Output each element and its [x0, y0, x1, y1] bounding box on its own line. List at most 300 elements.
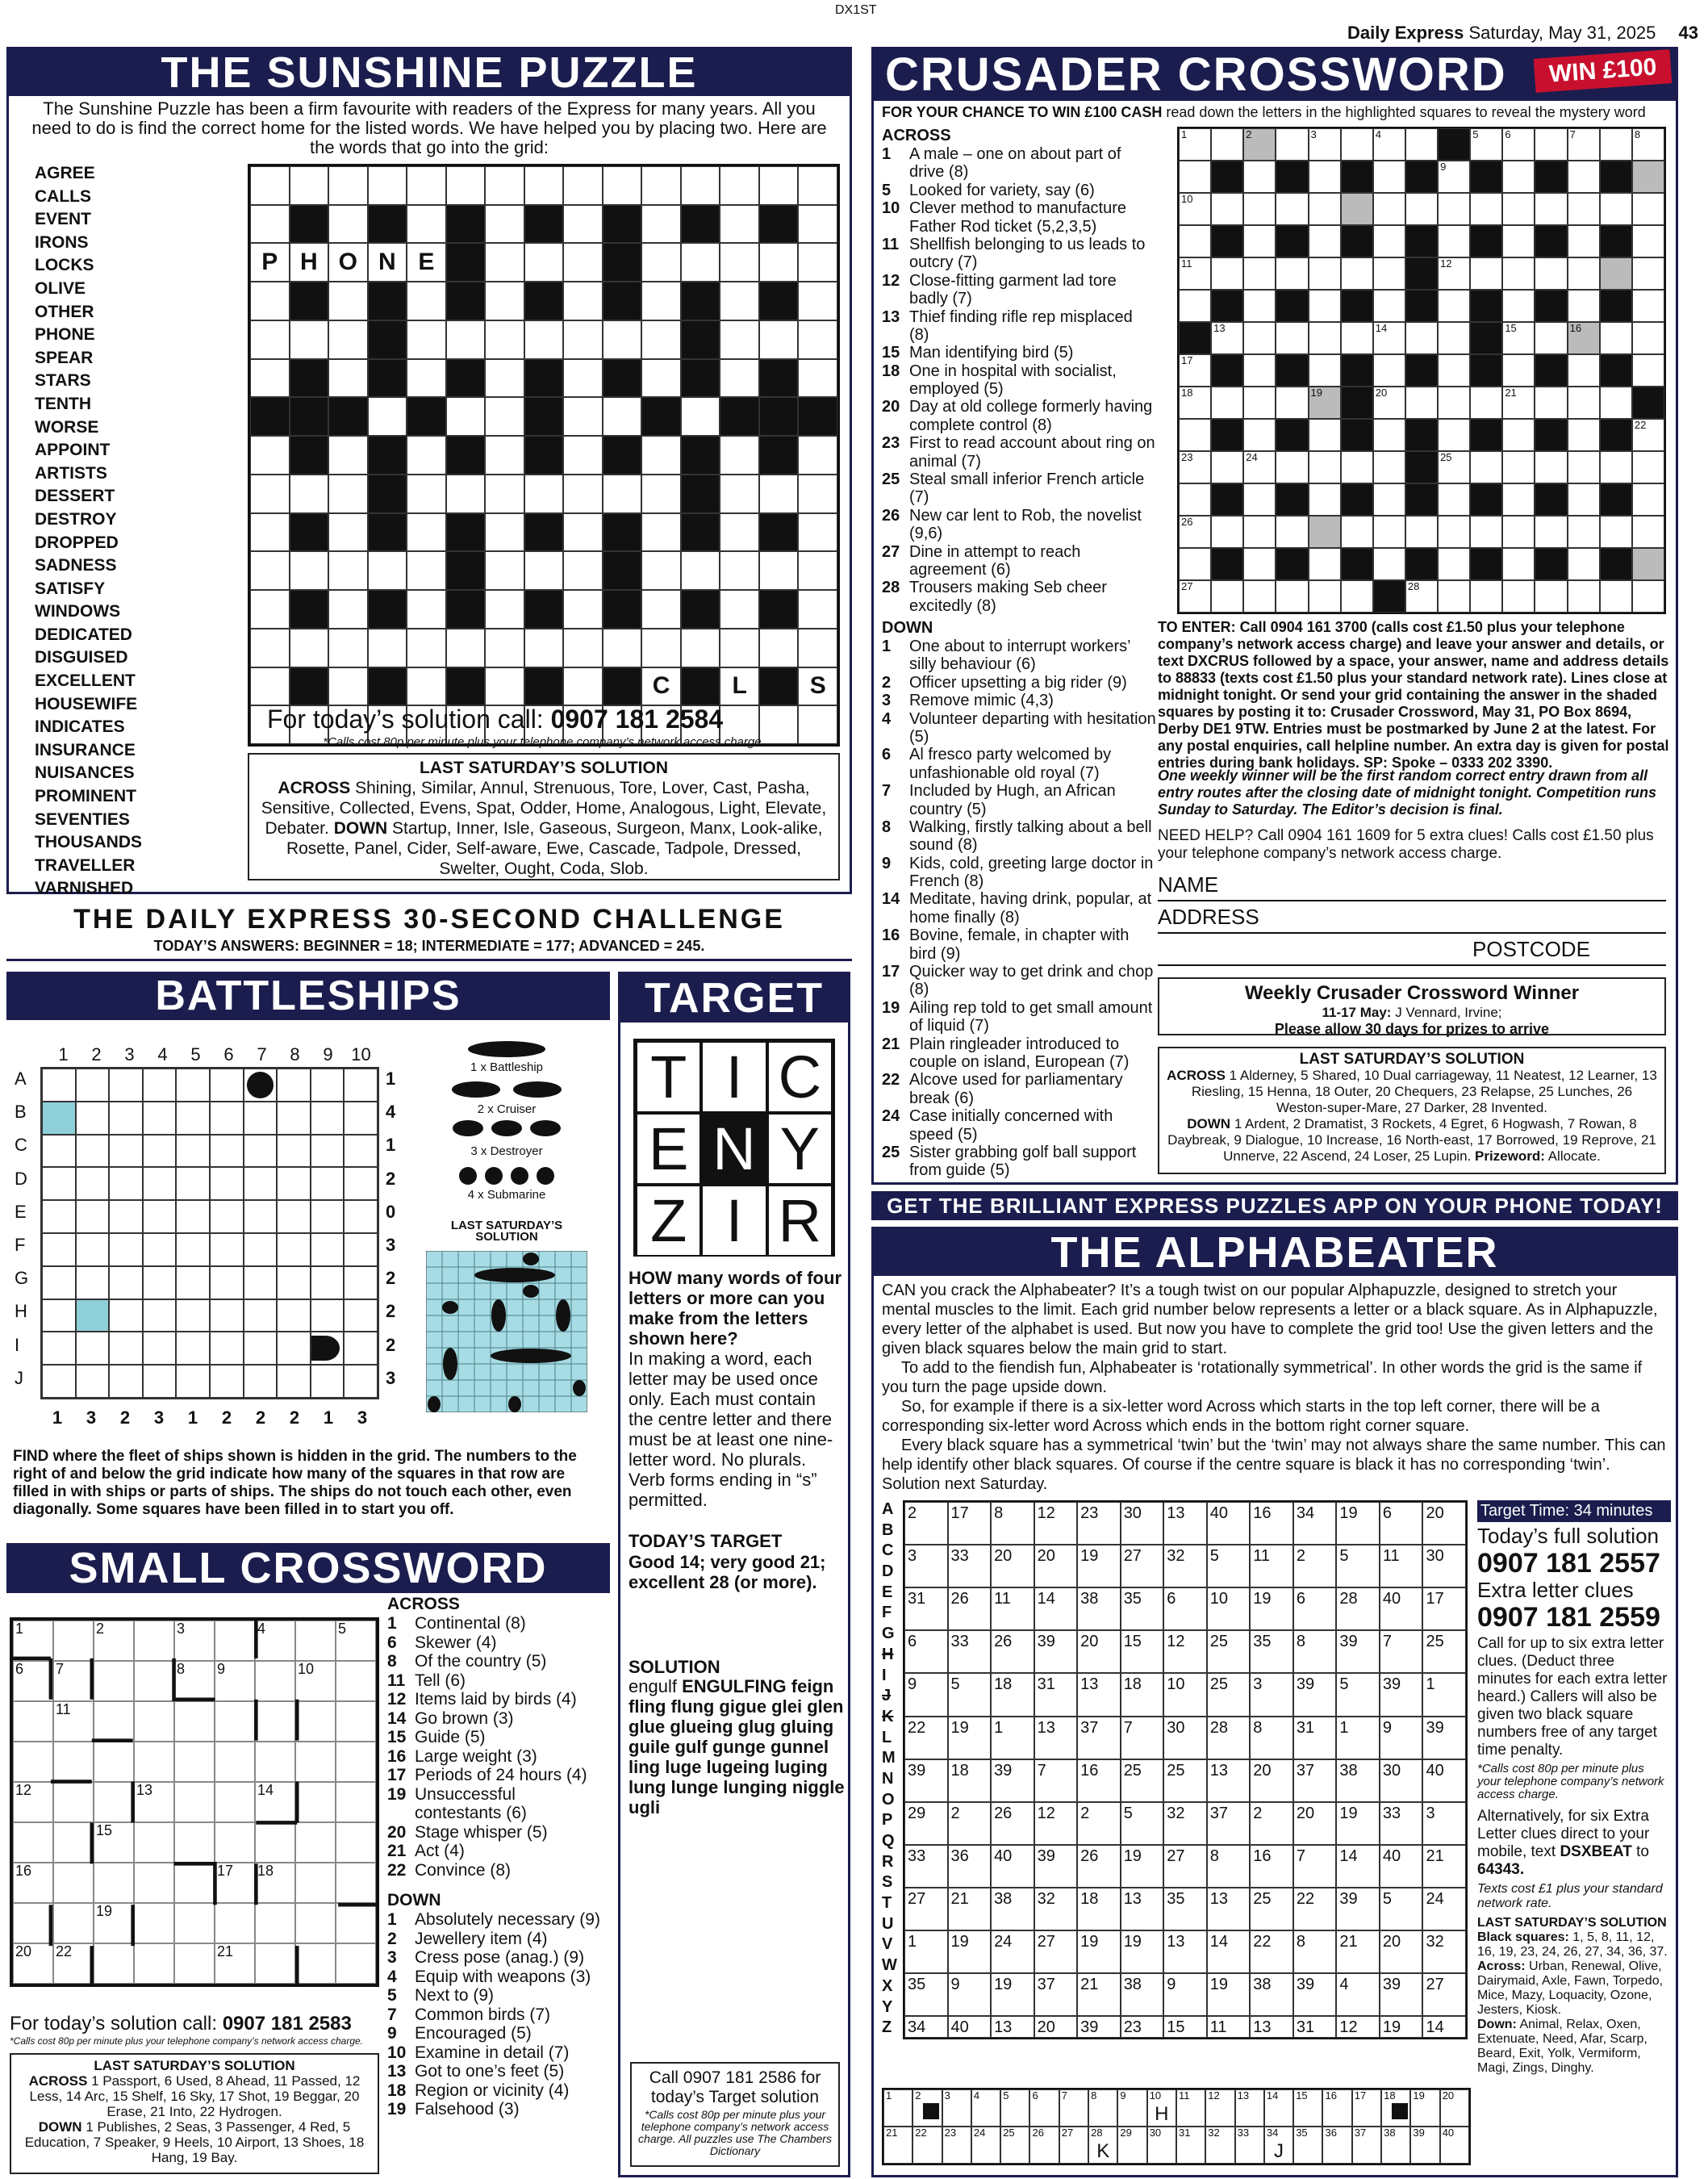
grid-cell[interactable]	[641, 166, 681, 205]
highlighted-square[interactable]	[1632, 161, 1664, 193]
key-cell[interactable]	[1029, 2127, 1059, 2164]
battleship-cell[interactable]	[76, 1266, 110, 1299]
alphabeater-cell[interactable]	[1380, 1673, 1423, 1716]
crossword-cell[interactable]	[1632, 354, 1664, 387]
battleship-cell[interactable]	[210, 1332, 244, 1365]
alphabeater-cell[interactable]	[1207, 1802, 1251, 1845]
grid-cell[interactable]	[603, 629, 642, 667]
crossword-cell[interactable]	[1405, 128, 1438, 161]
alphabeater-cell[interactable]	[948, 1973, 992, 2016]
crossword-cell[interactable]	[1502, 419, 1535, 451]
crossword-cell[interactable]	[1470, 451, 1502, 483]
alphabeater-cell[interactable]	[1207, 1973, 1251, 2016]
battleship-cell[interactable]	[143, 1233, 177, 1266]
alphabeater-cell[interactable]	[1163, 2016, 1207, 2038]
key-cell[interactable]	[1029, 2089, 1059, 2127]
battleship-cell[interactable]	[344, 1332, 378, 1365]
grid-cell[interactable]	[641, 551, 681, 590]
key-cell[interactable]	[1059, 2089, 1088, 2127]
crossword-cell[interactable]	[1373, 354, 1405, 387]
grid-cell[interactable]	[407, 513, 446, 552]
alphabeater-cell[interactable]	[1293, 1759, 1337, 1802]
grid-cell[interactable]	[368, 397, 407, 436]
battleship-cell[interactable]	[109, 1167, 143, 1200]
crossword-cell[interactable]	[1535, 128, 1567, 161]
alphabeater-cell[interactable]	[1077, 2016, 1121, 2038]
battleship-cell[interactable]	[143, 1102, 177, 1135]
alphabeater-cell[interactable]	[1163, 1930, 1207, 1973]
alphabeater-cell[interactable]	[1034, 1930, 1078, 1973]
battleship-cell[interactable]	[42, 1167, 76, 1200]
crossword-cell[interactable]	[1470, 193, 1502, 225]
alphabeater-cell[interactable]	[1121, 1759, 1164, 1802]
crossword-cell[interactable]	[1243, 257, 1276, 290]
crossword-cell[interactable]	[1341, 322, 1373, 354]
key-cell[interactable]	[1410, 2089, 1439, 2127]
crossword-cell[interactable]	[1211, 128, 1243, 161]
battleship-cell[interactable]	[311, 1102, 345, 1135]
alphabet-letter[interactable]: E	[882, 1583, 893, 1601]
grid-cell[interactable]	[328, 629, 368, 667]
grid-cell[interactable]	[759, 166, 799, 205]
alphabeater-cell[interactable]	[948, 1673, 992, 1716]
alphabeater-cell[interactable]	[1250, 1973, 1293, 2016]
alphabeater-cell[interactable]	[1121, 1888, 1164, 1930]
alphabeater-cell[interactable]	[1380, 1630, 1423, 1673]
alphabeater-cell[interactable]	[904, 2016, 948, 2038]
alphabeater-cell[interactable]	[991, 2016, 1034, 2038]
grid-cell[interactable]	[798, 320, 837, 359]
crossword-cell[interactable]	[1632, 451, 1664, 483]
crossword-cell[interactable]	[1600, 387, 1632, 419]
grid-cell[interactable]	[407, 166, 446, 205]
grid-cell[interactable]	[563, 551, 603, 590]
crossword-cell[interactable]	[1243, 419, 1276, 451]
alphabet-letter[interactable]: J	[882, 1687, 892, 1705]
alphabeater-cell[interactable]	[1250, 1930, 1293, 1973]
battleship-cell[interactable]	[176, 1102, 210, 1135]
crossword-cell[interactable]	[1632, 580, 1664, 613]
alphabeater-cell[interactable]	[1034, 1845, 1078, 1888]
key-cell[interactable]	[1147, 2127, 1176, 2164]
crossword-cell[interactable]	[1341, 451, 1373, 483]
grid-cell[interactable]	[563, 475, 603, 513]
grid-cell[interactable]	[603, 475, 642, 513]
battleship-cell[interactable]	[344, 1233, 378, 1266]
highlighted-square[interactable]	[1600, 257, 1632, 290]
battleship-cell[interactable]	[143, 1365, 177, 1398]
alphabeater-cell[interactable]	[904, 1930, 948, 1973]
alphabeater-cell[interactable]	[1121, 1930, 1164, 1973]
grid-cell[interactable]: P	[250, 243, 290, 282]
alphabeater-cell[interactable]	[1336, 1888, 1380, 1930]
crossword-cell[interactable]	[1309, 257, 1341, 290]
alphabeater-cell[interactable]	[1034, 1587, 1078, 1630]
alphabeater-cell[interactable]	[1077, 1888, 1121, 1930]
grid-cell[interactable]	[641, 243, 681, 282]
alphabeater-cell[interactable]	[1207, 1502, 1251, 1545]
grid-cell[interactable]	[563, 320, 603, 359]
crossword-cell[interactable]	[1438, 161, 1470, 193]
crossword-cell[interactable]	[1568, 161, 1600, 193]
alphabeater-cell[interactable]	[904, 1802, 948, 1845]
crossword-cell[interactable]	[1309, 548, 1341, 580]
grid-cell[interactable]	[641, 629, 681, 667]
battleship-cell[interactable]	[109, 1266, 143, 1299]
alphabeater-cell[interactable]	[1250, 1673, 1293, 1716]
grid-cell[interactable]	[798, 282, 837, 320]
crossword-cell[interactable]	[1309, 193, 1341, 225]
key-cell[interactable]	[942, 2089, 971, 2127]
alphabeater-cell[interactable]	[1250, 1845, 1293, 1888]
alphabeater-cell[interactable]	[1121, 1845, 1164, 1888]
battleship-cell[interactable]	[109, 1233, 143, 1266]
crossword-cell[interactable]	[1632, 257, 1664, 290]
crossword-cell[interactable]	[1632, 290, 1664, 322]
battleship-cell[interactable]	[277, 1332, 311, 1365]
alphabeater-cell[interactable]	[1250, 1630, 1293, 1673]
alphabet-letter[interactable]: S	[882, 1873, 893, 1892]
alphabeater-cell[interactable]	[904, 1673, 948, 1716]
grid-cell[interactable]	[641, 205, 681, 244]
alphabeater-cell[interactable]	[1293, 1502, 1337, 1545]
alphabeater-cell[interactable]	[1380, 1930, 1423, 1973]
crossword-cell[interactable]	[1211, 322, 1243, 354]
key-cell[interactable]	[1117, 2127, 1146, 2164]
crossword-cell[interactable]	[1568, 516, 1600, 548]
battleship-cell[interactable]	[344, 1365, 378, 1398]
grid-cell[interactable]	[524, 243, 564, 282]
key-cell[interactable]	[1205, 2127, 1234, 2164]
crossword-cell[interactable]	[1568, 451, 1600, 483]
alphabeater-cell[interactable]	[1380, 1888, 1423, 1930]
alphabeater-cell[interactable]	[1336, 1802, 1380, 1845]
battleship-cell[interactable]	[76, 1102, 110, 1135]
grid-cell[interactable]	[328, 359, 368, 398]
alphabeater-cell[interactable]	[1293, 1673, 1337, 1716]
crossword-cell[interactable]	[1276, 387, 1308, 419]
alphabeater-cell[interactable]	[1034, 1545, 1078, 1587]
alphabet-letter[interactable]: M	[882, 1749, 896, 1767]
ship-end-square[interactable]	[311, 1332, 345, 1365]
grid-cell[interactable]	[563, 436, 603, 475]
alphabeater-cell[interactable]	[1380, 1502, 1423, 1545]
battleship-cell[interactable]	[210, 1102, 244, 1135]
alphabeater-cell[interactable]	[1163, 1587, 1207, 1630]
grid-cell[interactable]	[328, 320, 368, 359]
highlighted-square[interactable]	[1243, 128, 1276, 161]
grid-cell[interactable]	[485, 282, 524, 320]
battleship-cell[interactable]	[244, 1332, 278, 1365]
grid-cell[interactable]	[641, 475, 681, 513]
crossword-cell[interactable]	[1438, 580, 1470, 613]
grid-cell[interactable]	[290, 629, 329, 667]
key-cell[interactable]	[1293, 2089, 1322, 2127]
alphabeater-cell[interactable]	[948, 1930, 992, 1973]
alphabeater-cell[interactable]	[1121, 1587, 1164, 1630]
grid-cell[interactable]	[641, 436, 681, 475]
grid-cell[interactable]	[759, 243, 799, 282]
crossword-cell[interactable]	[1373, 387, 1405, 419]
crossword-cell[interactable]	[1535, 322, 1567, 354]
crossword-cell[interactable]	[1632, 419, 1664, 451]
battleship-cell[interactable]	[277, 1365, 311, 1398]
crossword-cell[interactable]	[1373, 257, 1405, 290]
alphabeater-cell[interactable]	[991, 1973, 1034, 2016]
key-cell[interactable]	[1176, 2127, 1205, 2164]
grid-cell[interactable]	[328, 282, 368, 320]
battleship-cell[interactable]	[311, 1233, 345, 1266]
alphabeater-cell[interactable]	[1380, 1587, 1423, 1630]
battleship-cell[interactable]	[42, 1069, 76, 1102]
crossword-cell[interactable]	[1373, 128, 1405, 161]
battleship-cell[interactable]	[344, 1167, 378, 1200]
key-cell[interactable]	[1381, 2089, 1410, 2127]
grid-cell[interactable]	[720, 513, 759, 552]
grid-cell[interactable]	[563, 667, 603, 706]
alphabeater-cell[interactable]	[948, 1888, 992, 1930]
crossword-cell[interactable]	[1309, 483, 1341, 516]
alphabeater-cell[interactable]	[948, 1630, 992, 1673]
crossword-cell[interactable]	[1470, 257, 1502, 290]
alphabet-letter[interactable]: Q	[882, 1832, 895, 1850]
crossword-cell[interactable]	[1211, 580, 1243, 613]
grid-cell[interactable]	[720, 590, 759, 629]
grid-cell[interactable]	[563, 205, 603, 244]
alphabeater-cell[interactable]	[1077, 1630, 1121, 1673]
grid-cell[interactable]	[720, 166, 759, 205]
grid-cell[interactable]	[485, 320, 524, 359]
grid-cell[interactable]	[446, 166, 486, 205]
battleship-cell[interactable]	[344, 1266, 378, 1299]
key-cell[interactable]	[1235, 2127, 1264, 2164]
grid-cell[interactable]	[485, 475, 524, 513]
grid-cell[interactable]	[290, 320, 329, 359]
grid-cell[interactable]	[407, 590, 446, 629]
alphabeater-cell[interactable]	[1380, 1717, 1423, 1759]
highlighted-square[interactable]	[1568, 322, 1600, 354]
crossword-cell[interactable]	[1276, 322, 1308, 354]
battleship-cell[interactable]	[109, 1135, 143, 1168]
crossword-cell[interactable]	[1632, 193, 1664, 225]
alphabeater-cell[interactable]	[1207, 1545, 1251, 1587]
battleship-cell[interactable]	[76, 1069, 110, 1102]
crossword-cell[interactable]	[1438, 483, 1470, 516]
battleship-cell[interactable]	[143, 1266, 177, 1299]
battleship-cell[interactable]	[277, 1135, 311, 1168]
grid-cell[interactable]	[720, 551, 759, 590]
alphabeater-cell[interactable]	[1077, 1845, 1121, 1888]
battleship-cell[interactable]	[76, 1365, 110, 1398]
key-cell[interactable]	[1352, 2089, 1381, 2127]
crossword-cell[interactable]	[1502, 451, 1535, 483]
alphabeater-cell[interactable]	[1422, 1717, 1466, 1759]
grid-cell[interactable]	[524, 320, 564, 359]
alphabeater-cell[interactable]	[1121, 1973, 1164, 2016]
battleship-cell[interactable]	[311, 1299, 345, 1332]
grid-cell[interactable]	[407, 667, 446, 706]
grid-cell[interactable]: E	[407, 243, 446, 282]
grid-cell[interactable]	[720, 436, 759, 475]
alphabet-letter[interactable]: U	[882, 1914, 894, 1933]
crossword-cell[interactable]	[1243, 483, 1276, 516]
alphabeater-cell[interactable]	[991, 1545, 1034, 1587]
crossword-cell[interactable]	[1211, 387, 1243, 419]
key-cell[interactable]	[1322, 2127, 1351, 2164]
battleship-cell[interactable]	[344, 1069, 378, 1102]
battleship-cell[interactable]	[244, 1233, 278, 1266]
key-cell[interactable]	[1147, 2089, 1176, 2127]
alphabeater-cell[interactable]	[1034, 1759, 1078, 1802]
grid-cell[interactable]	[485, 551, 524, 590]
crossword-cell[interactable]	[1568, 225, 1600, 257]
postcode-field[interactable]: POSTCODE	[1158, 937, 1666, 966]
grid-cell[interactable]	[798, 359, 837, 398]
key-cell[interactable]	[1381, 2127, 1410, 2164]
grid-cell[interactable]	[407, 359, 446, 398]
crossword-cell[interactable]	[1309, 322, 1341, 354]
alphabeater-cell[interactable]	[904, 1502, 948, 1545]
crossword-cell[interactable]	[1341, 580, 1373, 613]
alphabet-letter[interactable]: P	[882, 1811, 893, 1830]
alphabet-letter[interactable]: D	[882, 1562, 894, 1581]
alphabeater-cell[interactable]	[1121, 1673, 1164, 1716]
battleship-cell[interactable]	[42, 1233, 76, 1266]
alphabeater-cell[interactable]	[1422, 1973, 1466, 2016]
grid-cell[interactable]	[407, 551, 446, 590]
battleship-cell[interactable]	[176, 1299, 210, 1332]
crossword-cell[interactable]	[1309, 354, 1341, 387]
crossword-cell[interactable]	[1276, 451, 1308, 483]
battleship-cell[interactable]	[109, 1102, 143, 1135]
grid-cell[interactable]	[603, 397, 642, 436]
crossword-cell[interactable]	[1309, 225, 1341, 257]
key-cell[interactable]	[1088, 2127, 1117, 2164]
alphabeater-cell[interactable]	[1336, 1759, 1380, 1802]
alphabeater-cell[interactable]	[1336, 1717, 1380, 1759]
alphabet-letter[interactable]: Y	[882, 1997, 893, 2016]
crossword-cell[interactable]	[1568, 387, 1600, 419]
grid-cell[interactable]	[485, 359, 524, 398]
alphabeater-cell[interactable]	[1207, 1673, 1251, 1716]
alphabet-letter[interactable]: V	[882, 1935, 893, 1954]
crossword-cell[interactable]	[1568, 354, 1600, 387]
grid-cell[interactable]	[368, 166, 407, 205]
battleship-cell[interactable]	[42, 1365, 76, 1398]
crossword-cell[interactable]	[1309, 290, 1341, 322]
alphabeater-cell[interactable]	[1034, 1502, 1078, 1545]
crossword-cell[interactable]	[1438, 548, 1470, 580]
key-cell[interactable]	[971, 2127, 1000, 2164]
alphabeater-cell[interactable]	[1077, 1973, 1121, 2016]
grid-cell[interactable]: L	[720, 667, 759, 706]
grid-cell[interactable]	[250, 436, 290, 475]
app-banner[interactable]: GET THE BRILLIANT EXPRESS PUZZLES APP ON YOUR PHONE TODAY!	[871, 1191, 1678, 1220]
alphabeater-cell[interactable]	[991, 1587, 1034, 1630]
battleship-cell[interactable]	[311, 1266, 345, 1299]
alphabeater-cell[interactable]	[1250, 1717, 1293, 1759]
grid-cell[interactable]	[603, 320, 642, 359]
battleship-cell[interactable]	[277, 1200, 311, 1233]
alphabeater-cell[interactable]	[1336, 1502, 1380, 1545]
alphabeater-cell[interactable]	[1207, 1759, 1251, 1802]
alphabeater-cell[interactable]	[1250, 1502, 1293, 1545]
crossword-cell[interactable]	[1568, 128, 1600, 161]
battleship-cell[interactable]	[311, 1167, 345, 1200]
alphabeater-cell[interactable]	[1163, 1802, 1207, 1845]
key-cell[interactable]	[1205, 2089, 1234, 2127]
grid-cell[interactable]	[485, 436, 524, 475]
highlighted-square[interactable]	[1309, 516, 1341, 548]
crossword-cell[interactable]	[1179, 290, 1211, 322]
alphabeater-cell[interactable]	[1250, 2016, 1293, 2038]
crossword-cell[interactable]	[1373, 483, 1405, 516]
battleship-cell[interactable]	[311, 1200, 345, 1233]
battleship-cell[interactable]	[76, 1200, 110, 1233]
battleship-cell[interactable]	[109, 1332, 143, 1365]
alphabeater-cell[interactable]	[1163, 1502, 1207, 1545]
battleship-cell[interactable]	[244, 1299, 278, 1332]
battleship-cell[interactable]	[244, 1135, 278, 1168]
alphabeater-cell[interactable]	[1207, 1587, 1251, 1630]
water-square[interactable]	[42, 1102, 76, 1135]
alphabeater-cell[interactable]	[1163, 1973, 1207, 2016]
grid-cell[interactable]	[720, 320, 759, 359]
crossword-cell[interactable]	[1309, 580, 1341, 613]
alphabeater-cell[interactable]	[1077, 1759, 1121, 1802]
battleship-cell[interactable]	[176, 1135, 210, 1168]
alphabeater-cell[interactable]	[991, 1673, 1034, 1716]
alphabet-letter[interactable]: N	[882, 1769, 894, 1788]
crossword-cell[interactable]	[1373, 290, 1405, 322]
crossword-cell[interactable]	[1179, 516, 1211, 548]
battleship-cell[interactable]	[76, 1167, 110, 1200]
crossword-cell[interactable]	[1535, 580, 1567, 613]
alphabeater-cell[interactable]	[1293, 1717, 1337, 1759]
grid-cell[interactable]	[720, 282, 759, 320]
key-cell[interactable]	[1264, 2089, 1293, 2127]
crossword-cell[interactable]	[1438, 387, 1470, 419]
battleship-cell[interactable]	[176, 1069, 210, 1102]
grid-cell[interactable]	[328, 436, 368, 475]
alphabeater-cell[interactable]	[1336, 1973, 1380, 2016]
alphabeater-cell[interactable]	[1336, 1845, 1380, 1888]
crossword-cell[interactable]	[1373, 161, 1405, 193]
alphabeater-cell[interactable]	[1293, 1845, 1337, 1888]
grid-cell[interactable]	[524, 551, 564, 590]
alphabet-letter[interactable]: I	[882, 1666, 887, 1684]
crossword-cell[interactable]	[1243, 580, 1276, 613]
crossword-cell[interactable]	[1438, 193, 1470, 225]
crossword-cell[interactable]	[1568, 483, 1600, 516]
crossword-cell[interactable]	[1405, 580, 1438, 613]
crossword-cell[interactable]	[1535, 387, 1567, 419]
battleship-cell[interactable]	[210, 1167, 244, 1200]
alphabeater-cell[interactable]	[948, 1759, 992, 1802]
alphabeater-cell[interactable]	[1250, 1587, 1293, 1630]
crossword-cell[interactable]	[1438, 290, 1470, 322]
crossword-cell[interactable]	[1438, 451, 1470, 483]
alphabeater-cell[interactable]	[904, 1545, 948, 1587]
grid-cell[interactable]	[407, 282, 446, 320]
grid-cell[interactable]: O	[328, 243, 368, 282]
battleship-cell[interactable]	[344, 1200, 378, 1233]
crossword-cell[interactable]	[1632, 516, 1664, 548]
key-cell[interactable]	[1088, 2089, 1117, 2127]
alphabeater-cell[interactable]	[904, 1587, 948, 1630]
alphabeater-cell[interactable]	[1422, 1845, 1466, 1888]
alphabeater-cell[interactable]	[1293, 1930, 1337, 1973]
